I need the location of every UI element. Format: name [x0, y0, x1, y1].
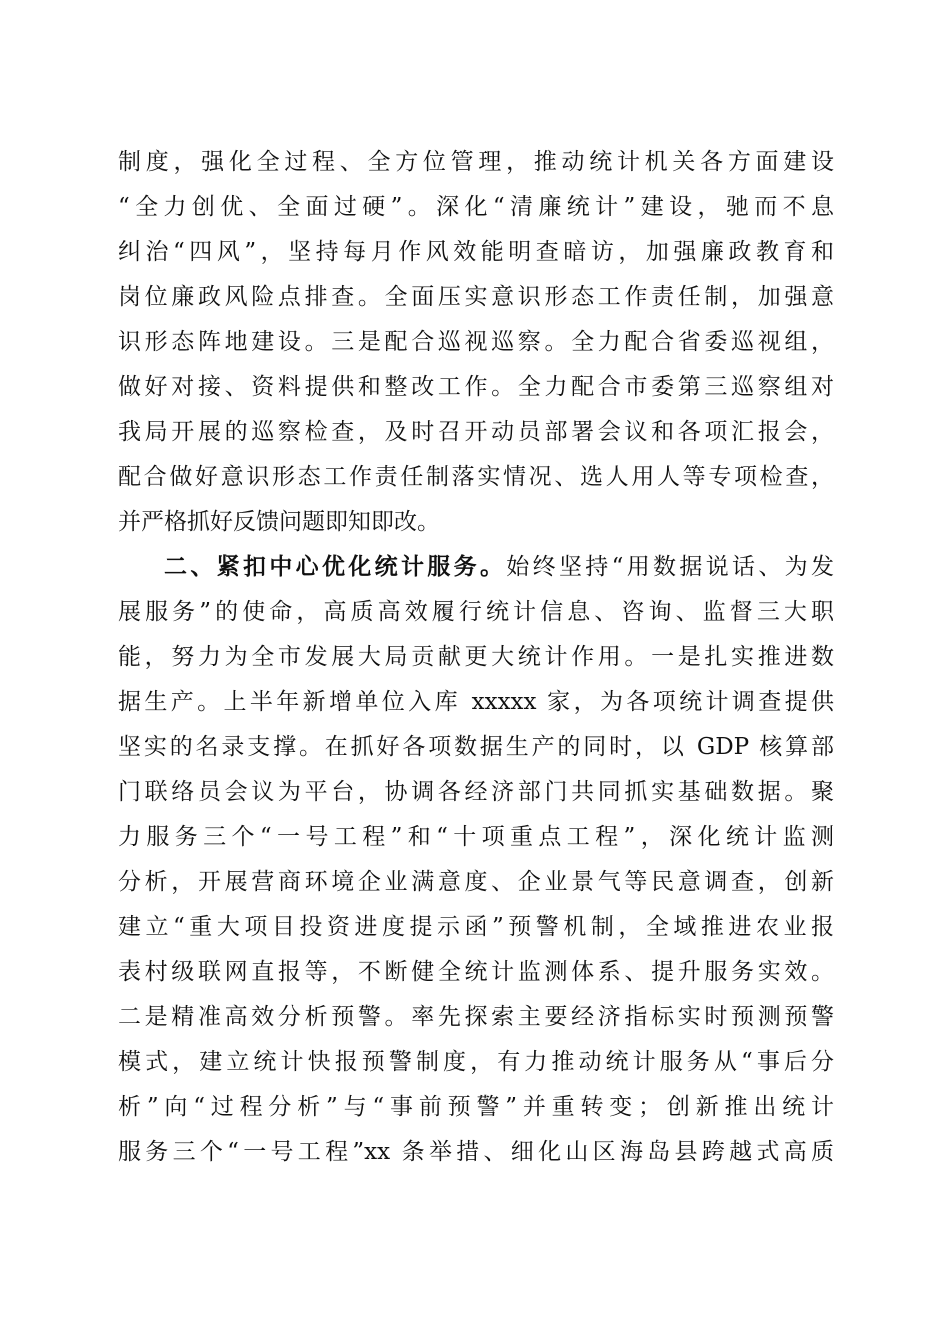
text-line: 析”向“过程分析”与“事前预警”并重转变；创新推出统计 [118, 1094, 834, 1120]
text-line: 能，努力为全市发展大局贡献更大统计作用。一是扎实推进数 [118, 644, 834, 670]
heading-line-rest: 始终坚持“用数据说话、为发 [506, 554, 834, 580]
text-line: 我局开展的巡察检查，及时召开动员部署会议和各项汇报会， [118, 419, 834, 445]
text-line: 二是精准高效分析预警。率先探索主要经济指标实时预测预警 [118, 1004, 834, 1030]
text-line: 分析，开展营商环境企业满意度、企业景气等民意调查，创新 [118, 869, 834, 895]
text-line: 据生产。上半年新增单位入库 xxxxx 家，为各项统计调查提供 [118, 689, 834, 715]
text-line: 纠治“四风”，坚持每月作风效能明查暗访，加强廉政教育和 [118, 239, 834, 265]
body-text [118, 140, 834, 1175]
text-line: 配合做好意识形态工作责任制落实情况、选人用人等专项检查， [118, 464, 834, 490]
section-heading: 二、紧扣中心优化统计服务。 [164, 554, 507, 580]
text-line: 表村级联网直报等，不断健全统计监测体系、提升服务实效。 [118, 959, 834, 985]
text-line: 建立“重大项目投资进度提示函”预警机制，全域推进农业报 [118, 914, 834, 940]
text-line: 服务三个“一号工程”xx 条举措、细化山区海岛县跨越式高质 [118, 1139, 834, 1165]
text-line: 识形态阵地建设。三是配合巡视巡察。全力配合省委巡视组， [118, 329, 834, 355]
text-line: 并严格抓好反馈问题即知即改。 [118, 509, 440, 535]
heading-line [118, 545, 834, 590]
text-line: 岗位廉政风险点排查。全面压实意识形态工作责任制，加强意 [118, 284, 834, 310]
text-line: 坚实的名录支撑。在抓好各项数据生产的同时，以 GDP 核算部 [118, 734, 834, 760]
text-line: 模式，建立统计快报预警制度，有力推动统计服务从“事后分 [118, 1049, 834, 1075]
text-line: 制度，强化全过程、全方位管理，推动统计机关各方面建设 [118, 149, 834, 175]
text-line: 门联络员会议为平台，协调各经济部门共同抓实基础数据。聚 [118, 779, 834, 805]
text-line: 展服务”的使命，高质高效履行统计信息、咨询、监督三大职 [118, 599, 834, 625]
paragraph-2 [118, 545, 834, 1175]
paragraph-1 [118, 140, 834, 545]
text-line: “全力创优、全面过硬”。深化“清廉统计”建设，驰而不息 [118, 194, 834, 220]
text-line: 做好对接、资料提供和整改工作。全力配合市委第三巡察组对 [118, 374, 834, 400]
text-line: 力服务三个“一号工程”和“十项重点工程”，深化统计监测 [118, 824, 834, 850]
